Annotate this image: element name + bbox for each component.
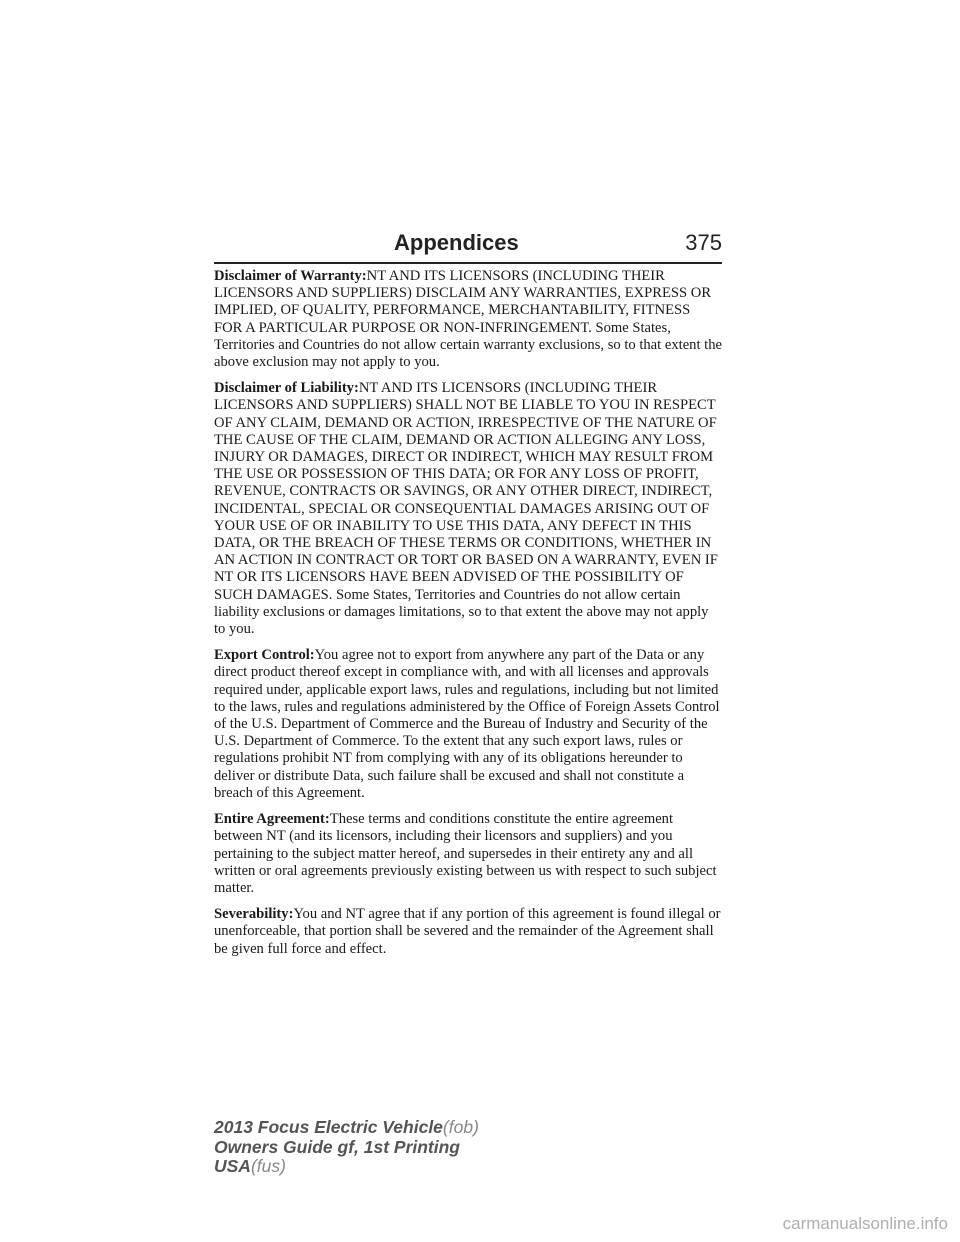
body-content — [214, 268, 722, 967]
section-export-control — [214, 647, 722, 802]
watermark: carmanualsonline.info — [782, 1214, 948, 1233]
print-footer — [214, 1118, 479, 1177]
section-text: NT AND ITS LICENSORS (INCLUDING THEIR LICENSORS AND SUPPLIERS) SHALL NOT BE LIABLE TO YOU IN RESPECT OF ANY CLAIM, DEMAND OR ACTION, IRRESPECTIVE OF THE NATURE OF THE CAUSE OF THE CLAIM, DEMAND OR ACTION ALLEGING ANY LOSS, INJURY OR DAMAGES, DIRECT OR INDIRECT, WHICH MAY RESULT FROM THE USE OR POSSESSION OF THIS DATA; OR FOR ANY LOSS OF PROFIT, REVENUE, CONTRACTS OR SAVINGS, OR ANY OTHER DIRECT, INDIRECT, INCIDENTAL, SPECIAL OR CONSEQUENTIAL DAMAGES ARISING OUT OF YOUR USE OF OR INABILITY TO USE THIS DATA, ANY DEFECT IN THIS DATA, OR THE BREACH OF THESE TERMS OR CONDITIONS, WHETHER IN AN ACTION IN CONTRACT OR TORT OR BASED ON A WARRANTY, EVEN IF NT OR ITS LICENSORS HAVE BEEN ADVISED OF THE POSSIBILITY OF SUCH DAMAGES. Some States, Territories and Countries do not allow certain liability exclusions or damages limitations, so to that extent the above may not apply to you. — [214, 380, 718, 638]
page-title: Appendices — [394, 230, 519, 255]
section-text: You agree not to export from anywhere any part of the Data or any direct product thereof except in compliance with, and with all licenses and approvals required under, applicable export laws, rules and regulations, including but not limited to the laws, rules and regulations administered by the Office of Foreign Assets Control of the U.S. Department of Commerce and the Bureau of Industry and Security of the U.S. Department of Commerce. To the extent that any such export laws, rules or regulations prohibit NT from complying with any of its obligations hereunder to deliver or distribute Data, such failure shall be excused and shall not constitute a breach of this Agreement. — [214, 647, 720, 801]
footer-line-3 — [214, 1157, 479, 1177]
footer-model-code: (fob) — [442, 1117, 479, 1137]
footer-market-code: (fus) — [250, 1156, 286, 1176]
page-header — [214, 228, 722, 264]
footer-guide: Owners Guide gf, 1st Printing — [214, 1136, 460, 1157]
section-label: Export Control: — [214, 647, 315, 664]
section-entire-agreement — [214, 811, 722, 897]
section-label: Disclaimer of Liability: — [214, 380, 359, 397]
footer-line-1 — [214, 1118, 479, 1138]
section-label: Severability: — [214, 906, 294, 923]
section-text: These terms and conditions constitute the entire agreement between NT (and its licensors, including their licensors and suppliers) and you pertaining to the subject matter hereof, and supersedes in their entirety any and all written or oral agreements previously existing between us with respect to such subject matter. — [214, 811, 717, 896]
footer-model: 2013 Focus Electric Vehicle — [214, 1117, 443, 1137]
section-severability — [214, 906, 722, 958]
section-label: Disclaimer of Warranty: — [214, 268, 367, 284]
section-disclaimer-of-liability — [214, 380, 722, 638]
section-disclaimer-of-warranty — [214, 268, 722, 371]
section-text: NT AND ITS LICENSORS (INCLUDING THEIR LICENSORS AND SUPPLIERS) DISCLAIM ANY WARRANTIES, EXPRESS OR IMPLIED, OF QUALITY, PERFORMANCE, MERCHANTABILITY, FITNESS FOR A PARTICULAR PURPOSE OR NON-INFRINGEMENT. Some States, Territories and Countries do not allow certain warranty exclusions, so to that extent the above exclusion may not apply to you. — [214, 268, 723, 371]
footer-market: USA — [214, 1156, 251, 1176]
section-text: You and NT agree that if any portion of this agreement is found illegal or unenforceable, that portion shall be severed and the remainder of the Agreement shall be given full force and effect. — [214, 906, 721, 957]
section-label: Entire Agreement: — [214, 811, 330, 828]
page-number: 375 — [685, 230, 722, 255]
footer-line-2 — [214, 1138, 479, 1158]
